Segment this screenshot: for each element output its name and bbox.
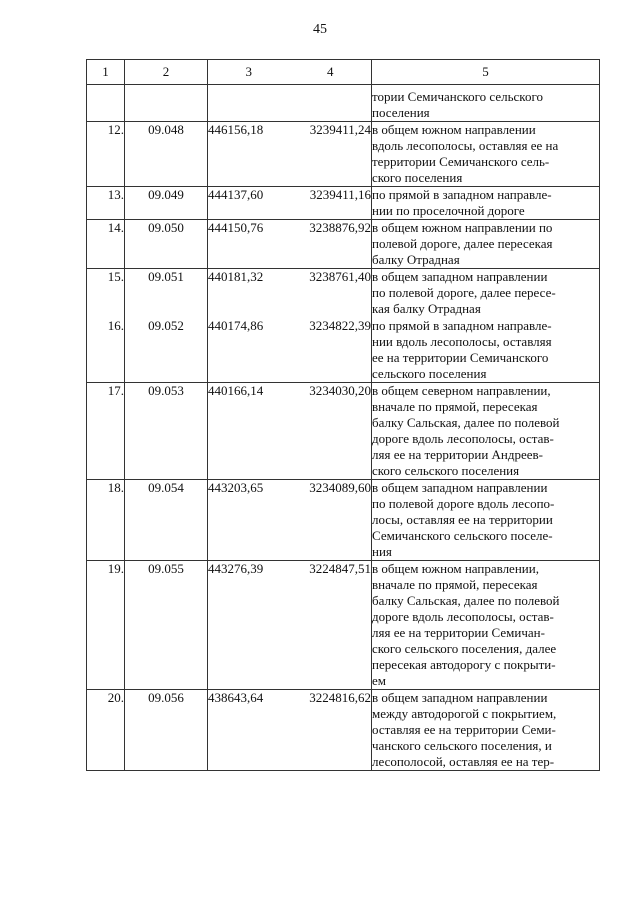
row-number: 16. [87,318,125,383]
description-line: чанского сельского поселения, и [372,738,552,753]
description-line: в общем западном направлении [372,269,548,284]
point-code: 09.053 [125,383,208,480]
row-number: 14. [87,220,125,269]
description-line: поселения [372,105,430,120]
table-row [87,561,600,690]
description-line: нии вдоль лесополосы, оставляя [372,334,552,349]
coordinate-x: 446156,18 [208,122,264,137]
continuation-empty-coords [208,85,372,122]
point-coordinates [208,187,372,220]
point-coordinates [208,383,372,480]
row-number: 17. [87,383,125,480]
coordinate-y: 3239411,16 [309,187,371,202]
point-coordinates [208,561,372,690]
description-line: ляя ее на территории Андреев- [372,447,544,462]
description-line: ния [372,544,392,559]
description-line: в общем южном направлении по [372,220,553,235]
header-col-2: 2 [125,60,208,85]
point-code: 09.055 [125,561,208,690]
continuation-row [87,85,600,122]
table-row [87,690,600,771]
row-number: 20. [87,690,125,771]
description-line: дороге вдоль лесополосы, остав- [372,609,554,624]
point-code: 09.051 [125,269,208,318]
description-line: дороге вдоль лесополосы, остав- [372,431,554,446]
point-code: 09.054 [125,480,208,561]
table-row [87,383,600,480]
description-line: по прямой в западном направле- [372,318,552,333]
boundary-description [372,187,600,220]
point-coordinates [208,122,372,187]
row-number: 15. [87,269,125,318]
description-line: в общем западном направлении [372,690,548,705]
point-coordinates [208,220,372,269]
point-code: 09.050 [125,220,208,269]
description-line: ем [372,673,386,688]
description-line: ее на территории Семичанского [372,350,549,365]
point-code: 09.048 [125,122,208,187]
continuation-empty-code [125,85,208,122]
header-col-5: 5 [372,60,600,85]
boundary-description [372,480,600,561]
coordinate-x: 440174,86 [208,318,264,333]
header-col-1: 1 [87,60,125,85]
description-line: Семичанского сельского поселе- [372,528,553,543]
description-line: нии по проселочной дороге [372,203,525,218]
description-line: сельского поселения [372,366,487,381]
description-line: кая балку Отрадная [372,301,481,316]
table-row [87,318,600,383]
description-line: вначале по прямой, пересекая [372,399,538,414]
description-line: ляя ее на территории Семичан- [372,625,545,640]
coordinate-y: 3238761,40 [309,269,371,284]
row-number: 19. [87,561,125,690]
coordinate-y: 3239411,24 [309,122,371,137]
boundary-description [372,318,600,383]
point-coordinates [208,480,372,561]
coordinate-x: 443203,65 [208,480,264,495]
description-line: в общем южном направлении [372,122,536,137]
point-coordinates [208,318,372,383]
description-line: вдоль лесополосы, оставляя ее на [372,138,559,153]
table-row [87,480,600,561]
coordinate-x: 438643,64 [208,690,264,705]
table-row [87,269,600,318]
description-line: в общем южном направлении, [372,561,539,576]
row-number: 13. [87,187,125,220]
coordinate-y: 3224847,51 [309,561,371,576]
description-line: балку Сальская, далее по полевой [372,593,560,608]
description-line: в общем западном направлении [372,480,548,495]
table-header-row [87,60,600,85]
coordinate-x: 440181,32 [208,269,264,284]
point-coordinates [208,269,372,318]
continuation-description [372,85,600,122]
description-line: территории Семичанского сель- [372,154,550,169]
description-line: лосы, оставляя ее на территории [372,512,553,527]
boundary-description [372,122,600,187]
coordinate-y: 3238876,92 [309,220,371,235]
point-code: 09.056 [125,690,208,771]
point-code: 09.052 [125,318,208,383]
description-line: балку Сальская, далее по полевой [372,415,560,430]
coordinate-x: 440166,14 [208,383,264,398]
continuation-empty-num [87,85,125,122]
description-line: лесополосой, оставляя ее на тер- [372,754,555,769]
description-line: между автодорогой с покрытием, [372,706,557,721]
point-coordinates [208,690,372,771]
description-line: ского поселения [372,170,463,185]
description-line: в общем северном направлении, [372,383,551,398]
coordinate-y: 3234822,39 [309,318,371,333]
description-line: ского сельского поселения, далее [372,641,557,656]
header-col-3-4 [208,60,372,85]
table-row [87,122,600,187]
description-line: вначале по прямой, пересекая [372,577,538,592]
description-line: по прямой в западном направле- [372,187,552,202]
description-line: оставляя ее на территории Семи- [372,722,556,737]
description-line: по полевой дороге, далее пересе- [372,285,556,300]
description-line: по полевой дороге вдоль лесопо- [372,496,555,511]
coordinate-y: 3224816,62 [309,690,371,705]
header-col-4: 4 [327,64,334,79]
coordinate-x: 444150,76 [208,220,264,235]
table-row [87,187,600,220]
boundary-description [372,220,600,269]
description-line: пересекая автодорогу с покрыти- [372,657,556,672]
description-line: ского сельского поселения [372,463,520,478]
boundary-description [372,383,600,480]
coordinate-y: 3234089,60 [309,480,371,495]
coordinate-x: 443276,39 [208,561,264,576]
description-line: балку Отрадная [372,252,460,267]
boundary-description [372,561,600,690]
page-number: 45 [313,22,327,37]
coordinate-x: 444137,60 [208,187,264,202]
description-line: полевой дороге, далее пересекая [372,236,553,251]
boundary-description [372,690,600,771]
row-number: 18. [87,480,125,561]
header-col-3: 3 [245,64,252,79]
table-row [87,220,600,269]
boundary-points-table [86,59,600,771]
description-line: тории Семичанского сельского [372,89,543,104]
coordinate-y: 3234030,20 [309,383,371,398]
point-code: 09.049 [125,187,208,220]
row-number: 12. [87,122,125,187]
boundary-description [372,269,600,318]
